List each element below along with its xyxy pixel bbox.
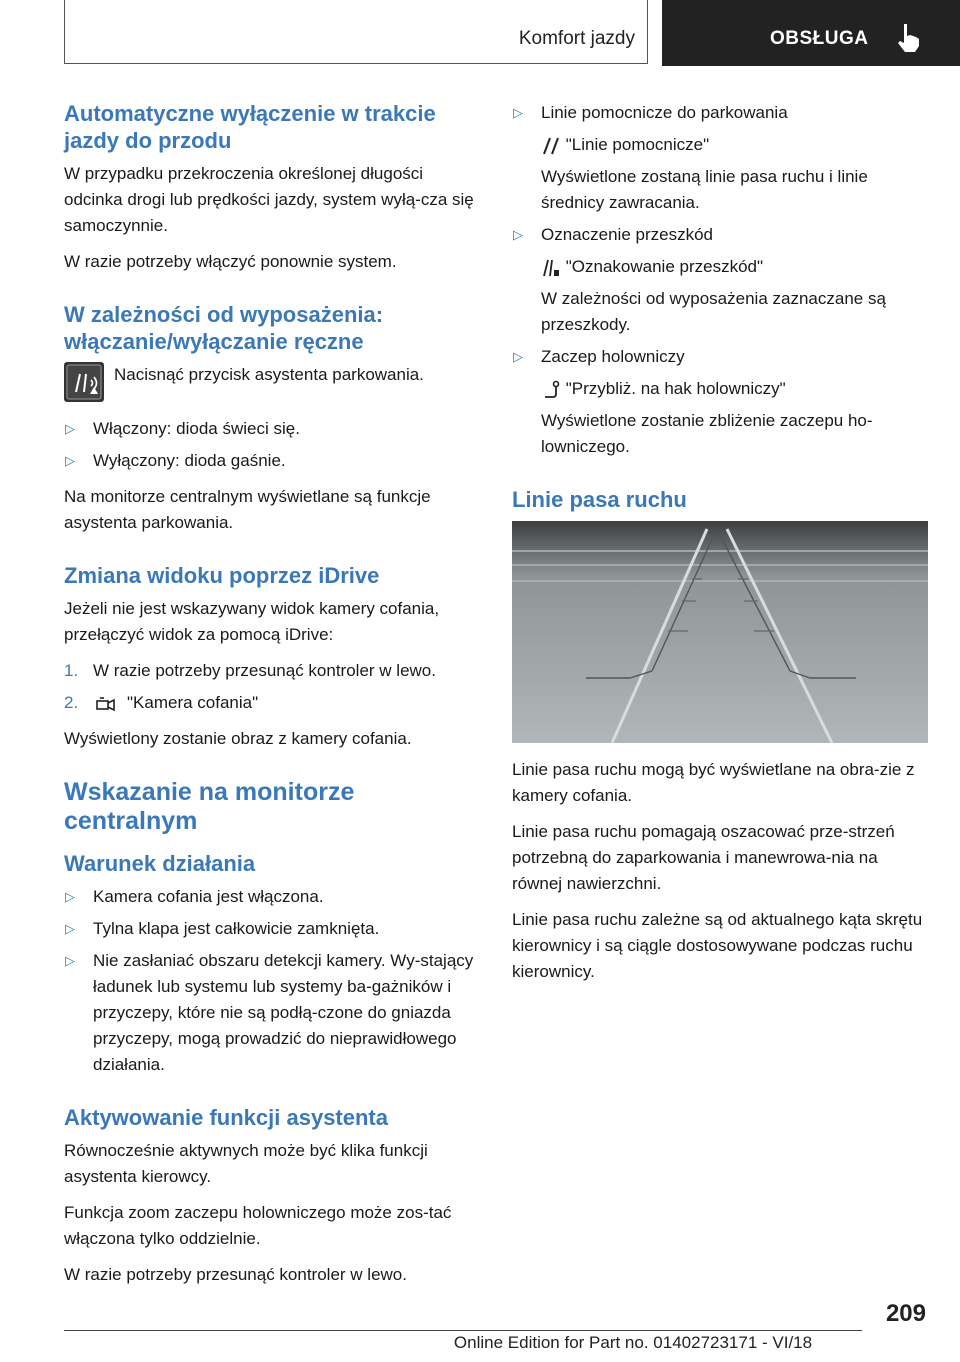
- led-status-list: [64, 416, 484, 474]
- heading-lanes: Linie pasa ruchu: [512, 487, 687, 512]
- obstacle-marking-icon: [541, 258, 561, 278]
- heading-auto-off: Automatyczne wyłączenie w trakcie jazdy do przodu: [64, 101, 436, 153]
- camera-icon: [93, 694, 119, 714]
- left-column: [64, 100, 484, 1298]
- options-list: [512, 100, 928, 460]
- heading-activate: Aktywowanie funkcji asystenta: [64, 1105, 388, 1130]
- triangle-bullet-icon: ▷: [65, 889, 75, 904]
- option-description: Wyświetlone zostaną linie pasa ruchu i linie średnicy zawracania.: [541, 167, 868, 212]
- list-item: ▷ Tylna klapa jest całkowicie zamknięta.: [64, 916, 484, 942]
- footer-edition: Online Edition for Part no. 01402723171 - VI/18: [453, 1333, 813, 1352]
- paragraph: Linie pasa ruchu pomagają oszacować prze-strzeń potrzebną do zaparkowania i manewrowa-nia na równej nawierzchni.: [512, 822, 895, 893]
- triangle-bullet-icon: ▷: [65, 921, 75, 936]
- heading-display: Wskazanie na monitorze centralnym: [64, 778, 355, 835]
- option-description: W zależności od wyposażenia zaznaczane są przeszkody.: [541, 289, 886, 334]
- triangle-bullet-icon: ▷: [65, 453, 75, 468]
- list-item: 2. "Kamera cofania": [64, 693, 259, 712]
- steps-list: [64, 658, 484, 716]
- triangle-bullet-icon: ▷: [65, 421, 75, 436]
- list-item: ▷ Oznaczenie przeszkód "Oznakowanie przeszkód" W zależności od wyposażenia zaznaczane są przeszkody.: [512, 222, 928, 338]
- list-item: ▷ Kamera cofania jest włączona.: [64, 884, 484, 910]
- paragraph: Jeżeli nie jest wskazywany widok kamery cofania, przełączyć widok za pomocą iDrive:: [64, 599, 440, 644]
- footer-divider: [64, 1330, 862, 1331]
- paragraph: W razie potrzeby włączyć ponownie system.: [64, 252, 397, 271]
- list-item: ▷ Włączony: dioda świeci się.: [64, 416, 484, 442]
- heading-idrive: Zmiana widoku poprzez iDrive: [64, 563, 380, 588]
- paragraph: Równocześnie aktywnych może być klika funkcji asystenta kierowcy.: [64, 1141, 428, 1186]
- list-item: ▷ Wyłączony: dioda gaśnie.: [64, 448, 484, 474]
- hand-pointer-icon: [894, 22, 922, 54]
- page-number: 209: [885, 1300, 926, 1327]
- parking-lines-icon: [541, 136, 561, 156]
- paragraph: W razie potrzeby przesunąć kontroler w lewo.: [64, 1265, 407, 1284]
- menu-label: "Linie pomocnicze": [565, 135, 710, 154]
- heading-condition: Warunek działania: [64, 851, 256, 876]
- button-instruction: [64, 362, 484, 402]
- condition-list: [64, 884, 484, 1078]
- menu-label: "Oznakowanie przeszkód": [565, 257, 764, 276]
- menu-label: "Przybliż. na hak holowniczy": [565, 379, 786, 398]
- triangle-bullet-icon: ▷: [513, 349, 523, 364]
- list-item: ▷ Linie pomocnicze do parkowania "Linie pomocnicze" Wyświetlone zostaną linie pasa ruchu i linie średnicy zawracania.: [512, 100, 928, 216]
- chapter-tab: [662, 0, 960, 66]
- paragraph: Na monitorze centralnym wyświetlane są funkcje asystenta parkowania.: [64, 487, 431, 532]
- park-assist-button-icon: [64, 362, 104, 402]
- heading-manual: W zależności od wyposażenia: włączanie/wyłączanie ręczne: [64, 302, 384, 354]
- paragraph: Funkcja zoom zaczepu holowniczego może zos-tać włączona tylko oddzielnie.: [64, 1203, 452, 1248]
- triangle-bullet-icon: ▷: [513, 227, 523, 242]
- button-instruction-text: Nacisnąć przycisk asystenta parkowania.: [114, 365, 424, 384]
- chapter-title: OBSŁUGA: [770, 28, 869, 49]
- tow-hitch-icon: [541, 380, 561, 400]
- list-item: 1. W razie potrzeby przesunąć kontroler w lewo.: [64, 661, 436, 680]
- paragraph: Linie pasa ruchu zależne są od aktualnego kąta skrętu kierownicy i są ciągle dostosowywane podczas ruchu kierownicy.: [512, 910, 923, 981]
- triangle-bullet-icon: ▷: [513, 105, 523, 120]
- list-item: ▷ Zaczep holowniczy "Przybliż. na hak holowniczy" Wyświetlone zostanie zbliżenie zaczepu ho-lowniczego.: [512, 344, 928, 460]
- list-item: ▷ Nie zasłaniać obszaru detekcji kamery. Wy-stający ładunek lub systemu lub systemy ba-gażników i przyczepy, które nie są podłą-czone do gniazda przyczepy, mogą prowadzić do nieprawidłowego działania.: [64, 948, 484, 1078]
- paragraph: Wyświetlony zostanie obraz z kamery cofania.: [64, 729, 412, 748]
- section-title: Komfort jazdy: [518, 28, 635, 49]
- paragraph: Linie pasa ruchu mogą być wyświetlane na obra-zie z kamery cofania.: [512, 760, 915, 805]
- triangle-bullet-icon: ▷: [65, 953, 75, 968]
- option-description: Wyświetlone zostanie zbliżenie zaczepu ho-lowniczego.: [541, 411, 873, 456]
- paragraph: W przypadku przekroczenia określonej długości odcinka drogi lub prędkości jazdy, system wyłą-cza się samoczynnie.: [64, 164, 474, 235]
- rear-camera-image: [512, 521, 928, 743]
- right-column: [512, 100, 928, 995]
